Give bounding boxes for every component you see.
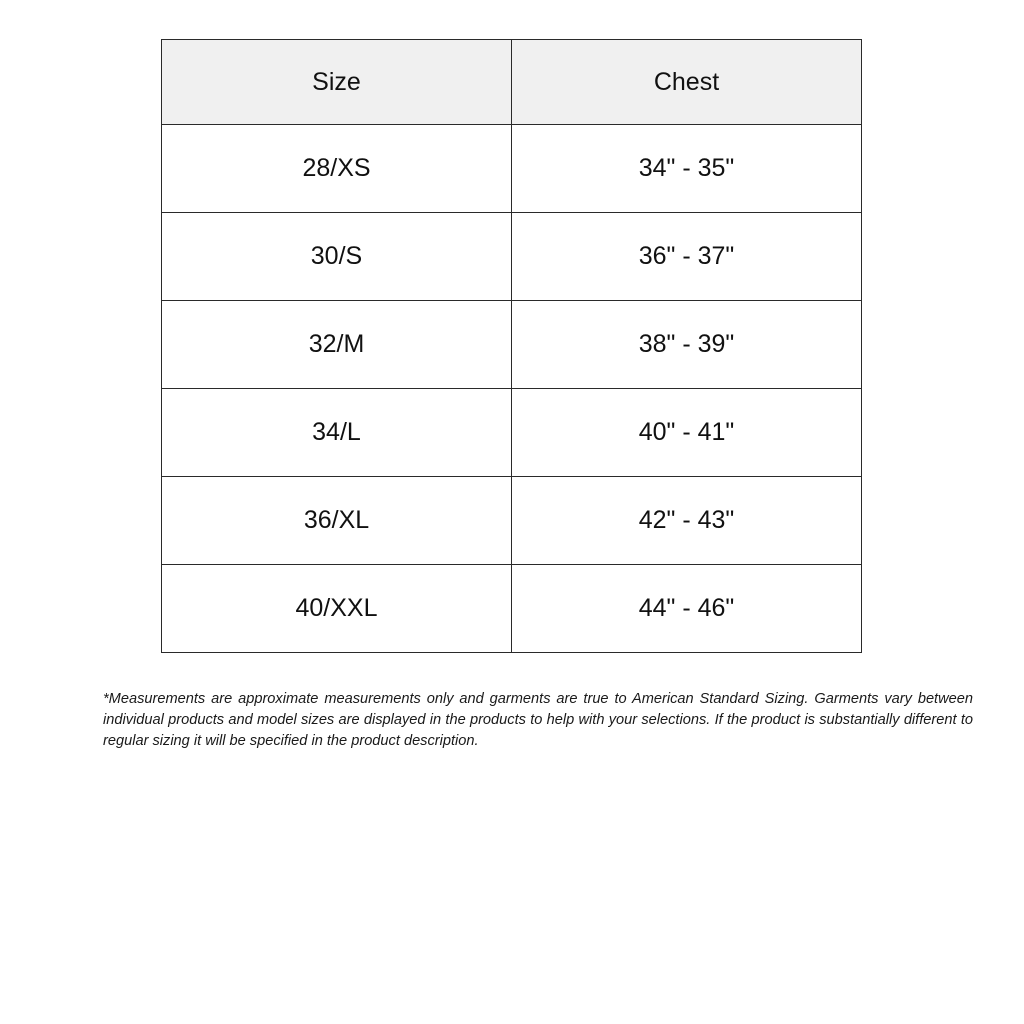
table-row [162, 301, 862, 389]
sizing-footnote: *Measurements are approximate measurements only and garments are true to American Standard Sizing. Garments vary between individual products and model sizes are displayed in the products to help with your selections. If the product is substantially different to regular sizing it will be specified in the product description. [103, 691, 973, 749]
cell-chest: 44" - 46" [512, 565, 862, 653]
cell-size: 28/XS [162, 125, 512, 213]
cell-size: 40/XXL [162, 565, 512, 653]
cell-chest: 40" - 41" [512, 389, 862, 477]
header-size: Size [162, 40, 512, 125]
table-row [162, 389, 862, 477]
table-row [162, 477, 862, 565]
cell-size: 34/L [162, 389, 512, 477]
size-chart-table [161, 39, 862, 653]
cell-chest: 36" - 37" [512, 213, 862, 301]
cell-size: 32/M [162, 301, 512, 389]
cell-size: 30/S [162, 213, 512, 301]
table-header-row [162, 40, 862, 125]
cell-size: 36/XL [162, 477, 512, 565]
header-chest: Chest [512, 40, 862, 125]
table-row [162, 125, 862, 213]
cell-chest: 42" - 43" [512, 477, 862, 565]
cell-chest: 34" - 35" [512, 125, 862, 213]
table-row [162, 565, 862, 653]
cell-chest: 38" - 39" [512, 301, 862, 389]
table-row [162, 213, 862, 301]
